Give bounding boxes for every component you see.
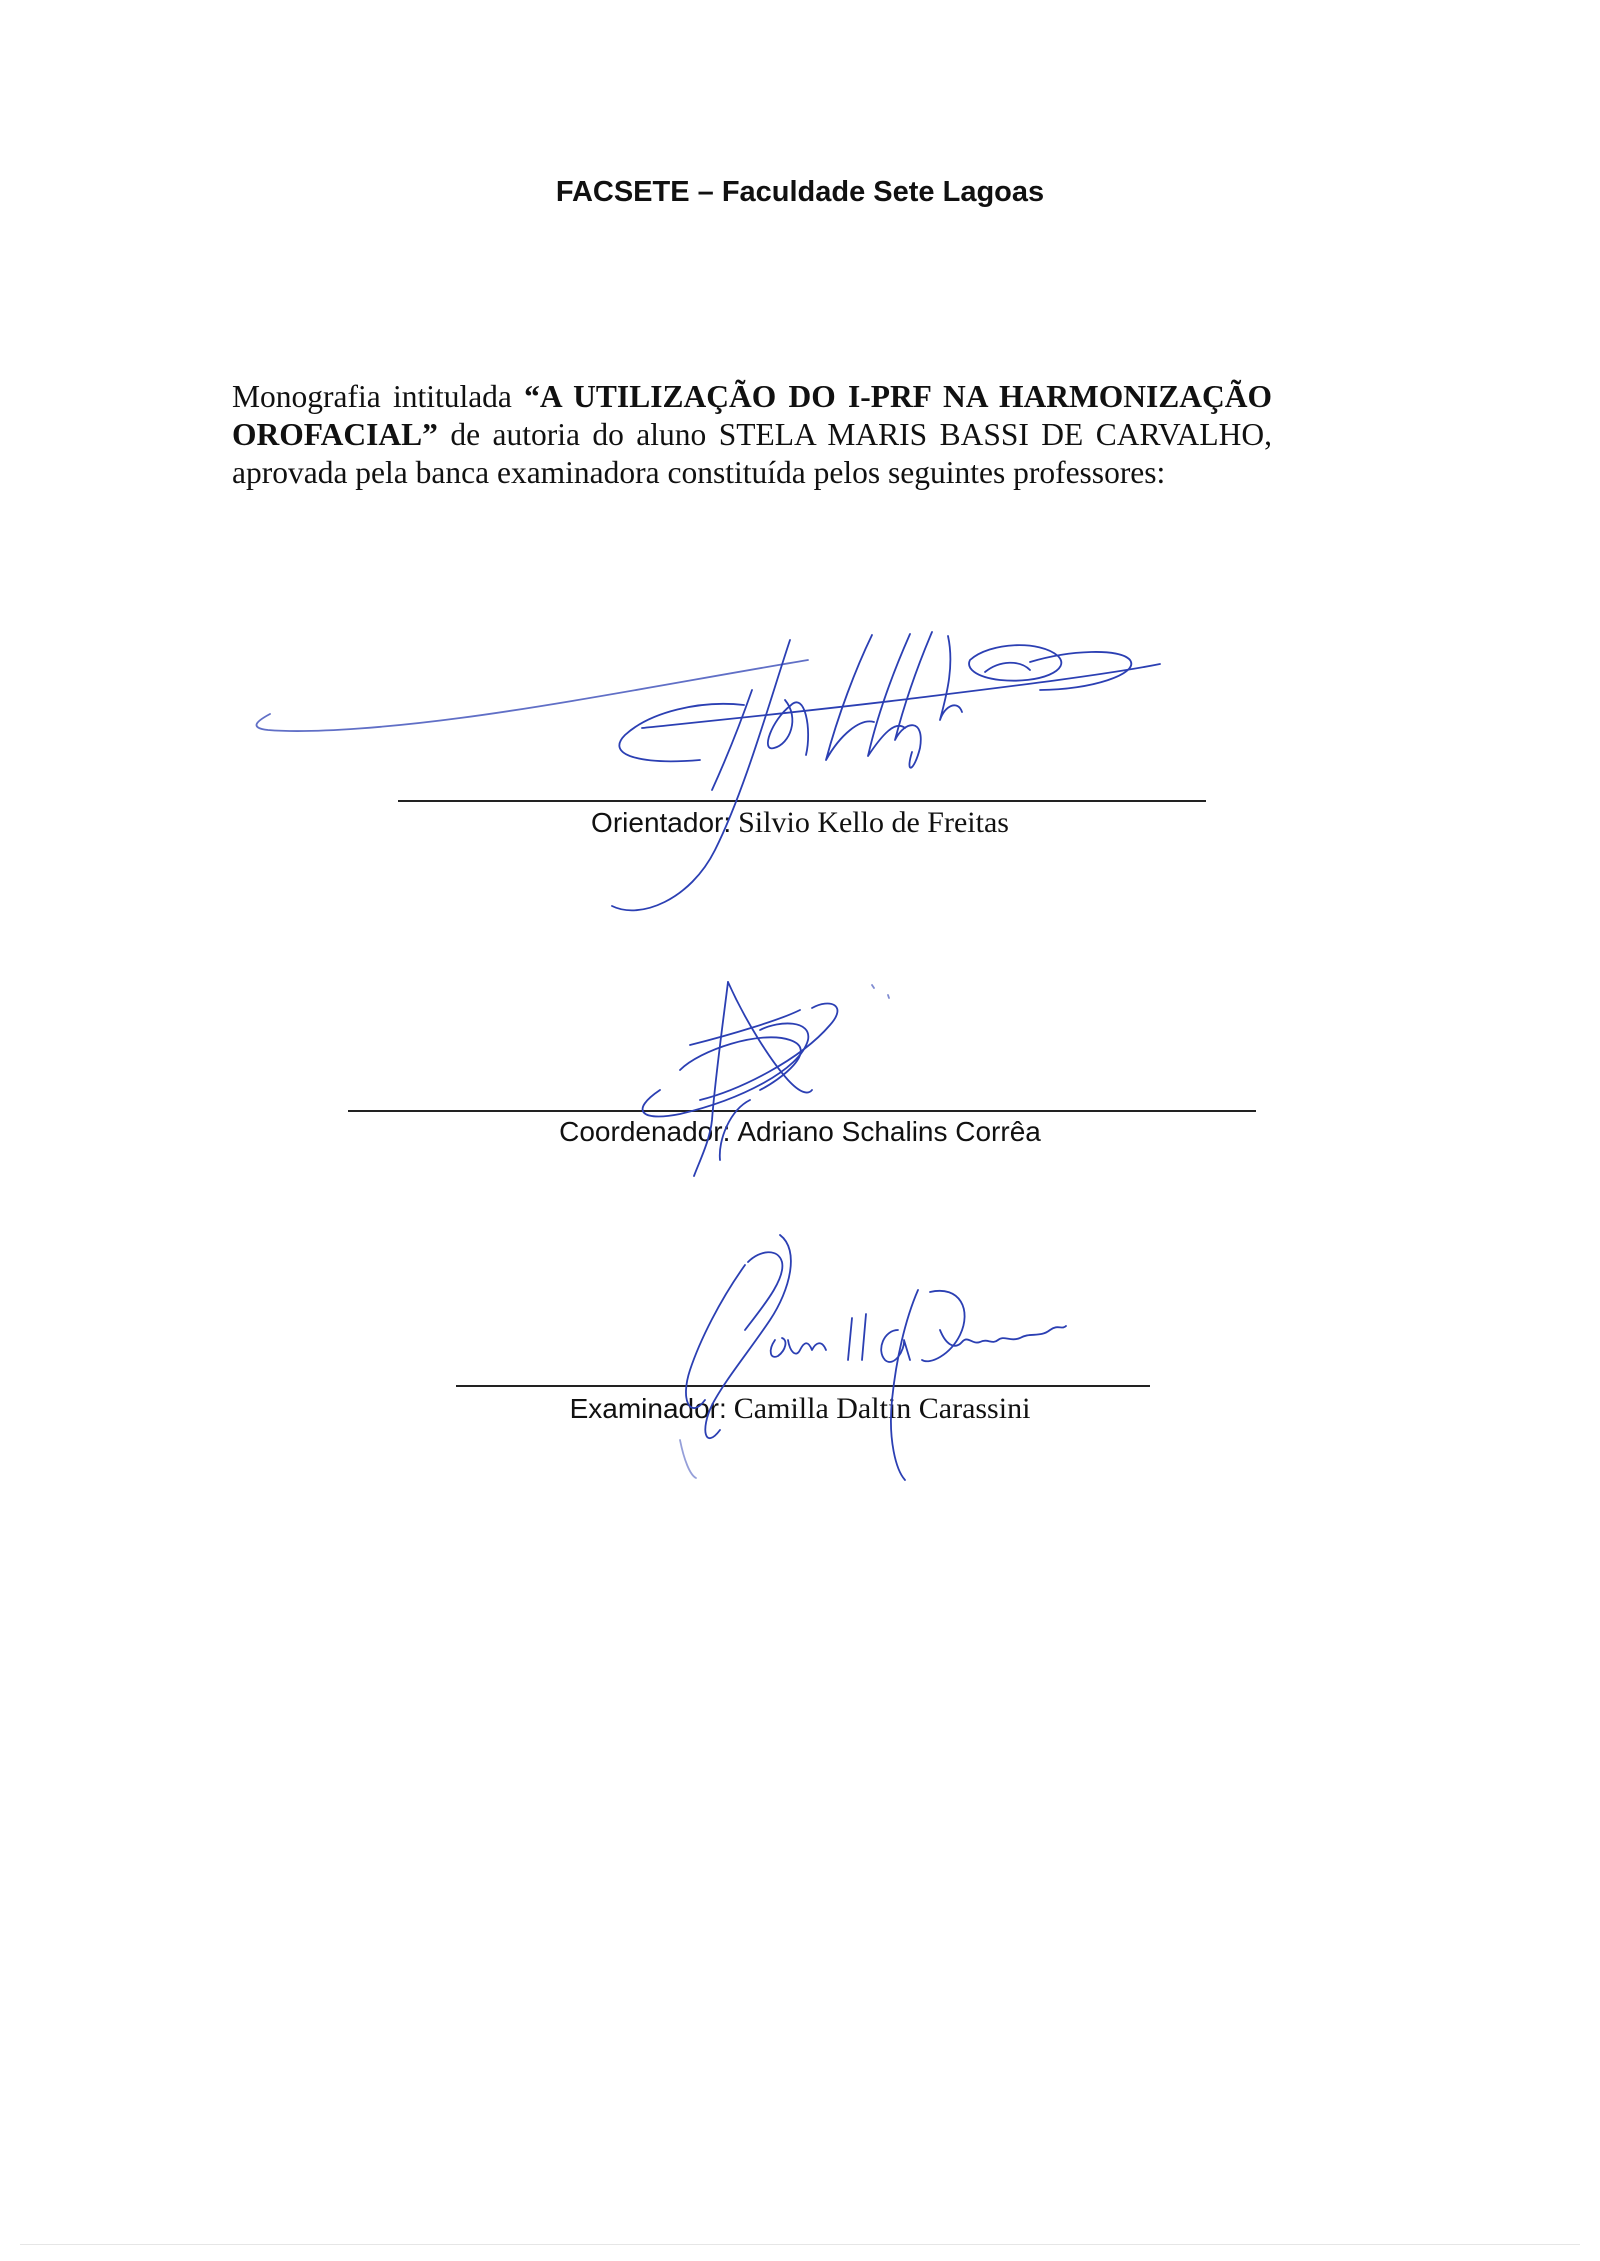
examinador-signature-line [456, 1385, 1150, 1387]
coordenador-signature-line [348, 1110, 1256, 1112]
orientador-name: Silvio Kello de Freitas [738, 806, 1009, 839]
institution-header: FACSETE – Faculdade Sete Lagoas [555, 176, 1045, 208]
examinador-signature [680, 1235, 1066, 1480]
examinador-name: Camilla Daltin Carassini [733, 1392, 1031, 1425]
orientador-caption [0, 806, 1600, 840]
page-bottom-rule [20, 2244, 1580, 2245]
orientador-signature [256, 632, 1160, 910]
examinador-role: Examinador: [569, 1393, 727, 1424]
approval-lead: Monografia intitulada [232, 379, 512, 414]
orientador-role: Orientador: [591, 807, 732, 838]
orientador-signature-line [398, 800, 1206, 802]
coordenador-caption [0, 1116, 1600, 1149]
monograph-title: “A UTILIZAÇÃO DO I-PRF NA HARMONIZAÇÃO OROFACIAL” [232, 379, 1272, 452]
approval-authorship: de autoria do aluno STELA MARIS BASSI DE CARVALHO, aprovada pela banca examinadora constituída pelos seguintes professores: [232, 417, 1272, 490]
coordenador-role: Coordenador: [559, 1116, 731, 1147]
examinador-caption [0, 1392, 1600, 1426]
coordenador-name: Adriano Schalins Corrêa [737, 1116, 1041, 1147]
approval-paragraph [232, 378, 1272, 492]
